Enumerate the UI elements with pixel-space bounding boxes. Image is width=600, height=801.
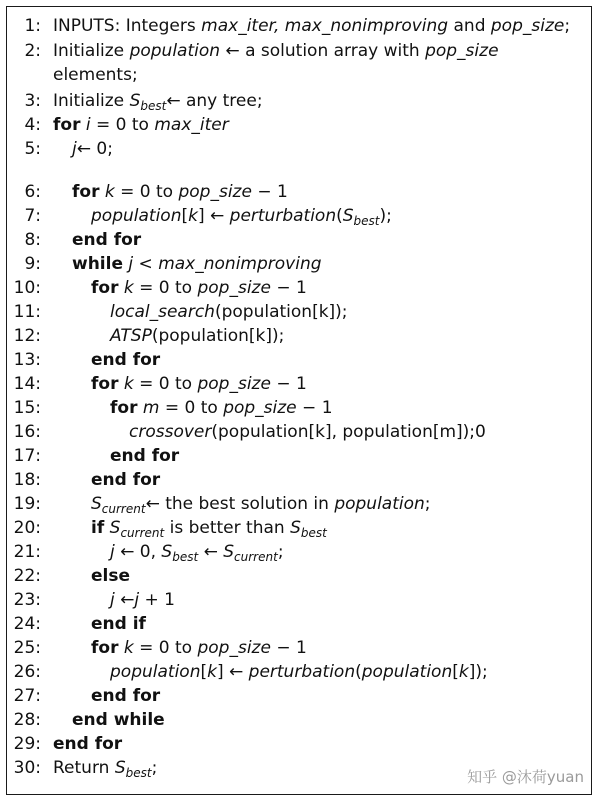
line-code [91,492,431,516]
code-text: pop_size [178,182,252,202]
line-number: 27: [13,686,41,706]
line-code [72,252,322,276]
code-text: is better than [164,518,291,538]
line-number: 6: [24,182,41,202]
code-text: = 0 to [133,374,198,394]
algorithm-line [7,564,587,588]
code-text: and [448,16,491,36]
code-text: ( [355,662,362,682]
code-text: Initialize [53,91,130,111]
code-text: S [109,518,121,538]
code-text: i [85,115,91,135]
code-text: [ [181,206,189,226]
algorithm-line [7,204,587,228]
code-text: ; [424,494,431,514]
keyword: end for [72,230,142,250]
code-text: perturbation [229,206,337,226]
line-number: 17: [13,446,41,466]
line-code [91,564,130,588]
code-text: k [458,662,469,682]
algorithm-line [7,516,587,540]
algorithm-line [7,39,587,63]
algorithm-line [7,732,587,756]
line-code [110,540,284,564]
subscript: best [172,550,199,564]
code-text: ← the best solution in [145,494,335,514]
line-number: 20: [13,518,41,538]
keyword: while [72,254,123,274]
code-text: pop_size [425,41,499,61]
line-code [72,708,165,732]
code-text: = 0 to [133,638,198,658]
code-text: k [123,638,134,658]
code-text: perturbation [248,662,356,682]
line-number: 12: [13,326,41,346]
line-code [110,396,333,420]
line-number: 5: [24,139,41,159]
algorithm-line [7,324,587,348]
line-code [53,756,157,780]
algorithm-line [7,492,587,516]
line-number: 23: [13,590,41,610]
line-code [110,300,348,324]
line-number: 10: [13,278,41,298]
line-code [72,137,113,161]
line-code [129,420,486,444]
line-code [72,180,288,204]
code-text: population [361,662,453,682]
keyword: end for [110,446,180,466]
line-code [53,63,138,87]
code-text: ; [277,542,284,562]
subscript: best [353,214,380,228]
algorithm-line [7,396,587,420]
code-text: − 1 [270,374,307,394]
algorithm-line [7,612,587,636]
code-text: j [110,590,115,610]
code-text: Return [53,758,115,778]
subscript: current [120,526,165,540]
algorithm-line [7,708,587,732]
code-text: INPUTS: Integers [53,16,202,36]
code-text: pop_size [490,16,565,36]
line-number: 30: [13,758,41,778]
code-text: k [123,374,134,394]
code-text: k [188,206,198,226]
keyword: for [91,278,119,298]
algorithm-line [7,276,587,300]
code-text: [ [452,662,459,682]
algorithm-line [7,137,587,161]
code-text: pop_size [197,278,271,298]
line-code [91,684,160,708]
code-text: ← 0, [114,542,162,562]
keyword: for [91,638,119,658]
algorithm-line [7,540,587,564]
line-number: 1: [24,16,41,36]
keyword: end if [91,614,146,634]
line-number: 8: [24,230,41,250]
code-text: j [72,139,77,159]
code-text: max_iter, max_nonimproving [201,16,449,36]
code-text: − 1 [270,638,307,658]
line-number: 16: [13,422,41,442]
line-number: 19: [13,494,41,514]
line-code [91,372,307,396]
code-text: S [161,542,173,562]
code-text: − 1 [296,398,333,418]
line-number: 11: [13,302,41,322]
line-number: 7: [24,206,41,226]
code-text: k [104,182,115,202]
algorithm-line [7,228,587,252]
line-number: 4: [24,115,41,135]
keyword: for [110,398,138,418]
code-text: S [91,494,102,514]
code-text: pop_size [223,398,297,418]
code-text: (population[k]); [151,326,285,346]
line-number: 15: [13,398,41,418]
line-code [110,324,284,348]
code-text: ← any tree; [166,91,263,111]
code-text: = 0 to [114,182,179,202]
code-text: ); [379,206,392,226]
subscript: current [101,502,146,516]
code-text: j [128,254,134,274]
keyword: for [72,182,100,202]
code-text: ; [564,16,571,36]
code-text: S [223,542,235,562]
line-number: 22: [13,566,41,586]
code-text: ← [114,590,135,610]
code-text: pop_size [197,374,271,394]
algorithm-line [7,684,587,708]
algorithm-line [7,113,587,137]
algorithm-line [7,14,587,38]
subscript: best [140,99,167,113]
code-text: (population[k]); [214,302,348,322]
code-text: max_iter [154,115,229,135]
code-text: S [129,91,141,111]
code-text: m [142,398,160,418]
keyword: for [91,374,119,394]
code-text: + 1 [139,590,175,610]
algorithm-line [7,372,587,396]
code-text: [ [200,662,208,682]
code-text: ] ← [197,206,230,226]
code-text: population [129,41,221,61]
line-code [91,276,307,300]
code-text: population [334,494,425,514]
algorithm-line [7,89,587,113]
line-number: 21: [13,542,41,562]
keyword: for [53,115,81,135]
line-number: 18: [13,470,41,490]
code-text: ]); [468,662,488,682]
line-code [110,444,179,468]
code-text: ATSP [110,326,152,346]
code-text: j [134,590,140,610]
line-code [53,39,499,63]
line-number: 3: [24,91,41,111]
code-text: ← [198,542,224,562]
code-text: j [110,542,115,562]
code-text: crossover [129,422,212,442]
line-number: 14: [13,374,41,394]
code-text: max_nonimproving [158,254,322,274]
code-text: = 0 to [133,278,198,298]
line-number: 13: [13,350,41,370]
line-number: 9: [24,254,41,274]
line-code [91,636,307,660]
code-text: ← a solution array with [220,41,426,61]
algorithm-line [7,636,587,660]
line-code [91,468,160,492]
algorithm-line [7,300,587,324]
line-code [72,228,141,252]
algorithm-box [6,6,592,795]
code-text: − 1 [251,182,288,202]
line-code [53,732,122,756]
algorithm-line [7,420,587,444]
line-code [91,516,327,540]
code-text: local_search [110,302,215,322]
algorithm-line [7,252,587,276]
keyword: if [91,518,105,538]
code-text: S [290,518,301,538]
line-code [53,113,229,137]
line-number: 25: [13,638,41,658]
line-number: 28: [13,710,41,730]
code-text: = 0 to [159,398,224,418]
keyword: end for [91,686,161,706]
keyword: end while [72,710,165,730]
code-text: k [123,278,134,298]
code-text: elements; [53,65,138,85]
code-text: pop_size [197,638,271,658]
keyword: end for [91,470,161,490]
line-code [110,588,175,612]
algorithm-line [7,468,587,492]
algorithm-line [7,588,587,612]
algorithm-line [7,660,587,684]
line-code [91,348,160,372]
line-code [91,612,146,636]
line-code [110,660,488,684]
line-number: 26: [13,662,41,682]
line-number: 29: [13,734,41,754]
code-text: ( [336,206,343,226]
line-code [53,14,570,38]
line-code [91,204,392,228]
code-text: ← 0; [76,139,113,159]
code-text: − 1 [270,278,307,298]
code-text: S [342,206,354,226]
line-code [53,89,263,113]
code-text: ] ← [216,662,249,682]
subscript: best [125,766,152,780]
algorithm-line [7,444,587,468]
code-text: < [133,254,159,274]
code-text: Initialize [53,41,130,61]
subscript: current [234,550,278,564]
algorithm-line [7,348,587,372]
keyword: end for [53,734,123,754]
code-text: population [91,206,182,226]
code-text: k [207,662,217,682]
keyword: else [91,566,131,586]
keyword: end for [91,350,161,370]
algorithm-line [7,63,587,87]
code-text: S [114,758,126,778]
code-text: ; [151,758,158,778]
line-number: 24: [13,614,41,634]
subscript: best [300,526,327,540]
code-text: = 0 to [90,115,155,135]
code-text: (population[k], population[m]);0 [211,422,486,442]
watermark: 知乎 @沐荷yuan [467,768,584,786]
algorithm-line [7,180,587,204]
line-number: 2: [24,41,41,61]
code-text: population [110,662,201,682]
